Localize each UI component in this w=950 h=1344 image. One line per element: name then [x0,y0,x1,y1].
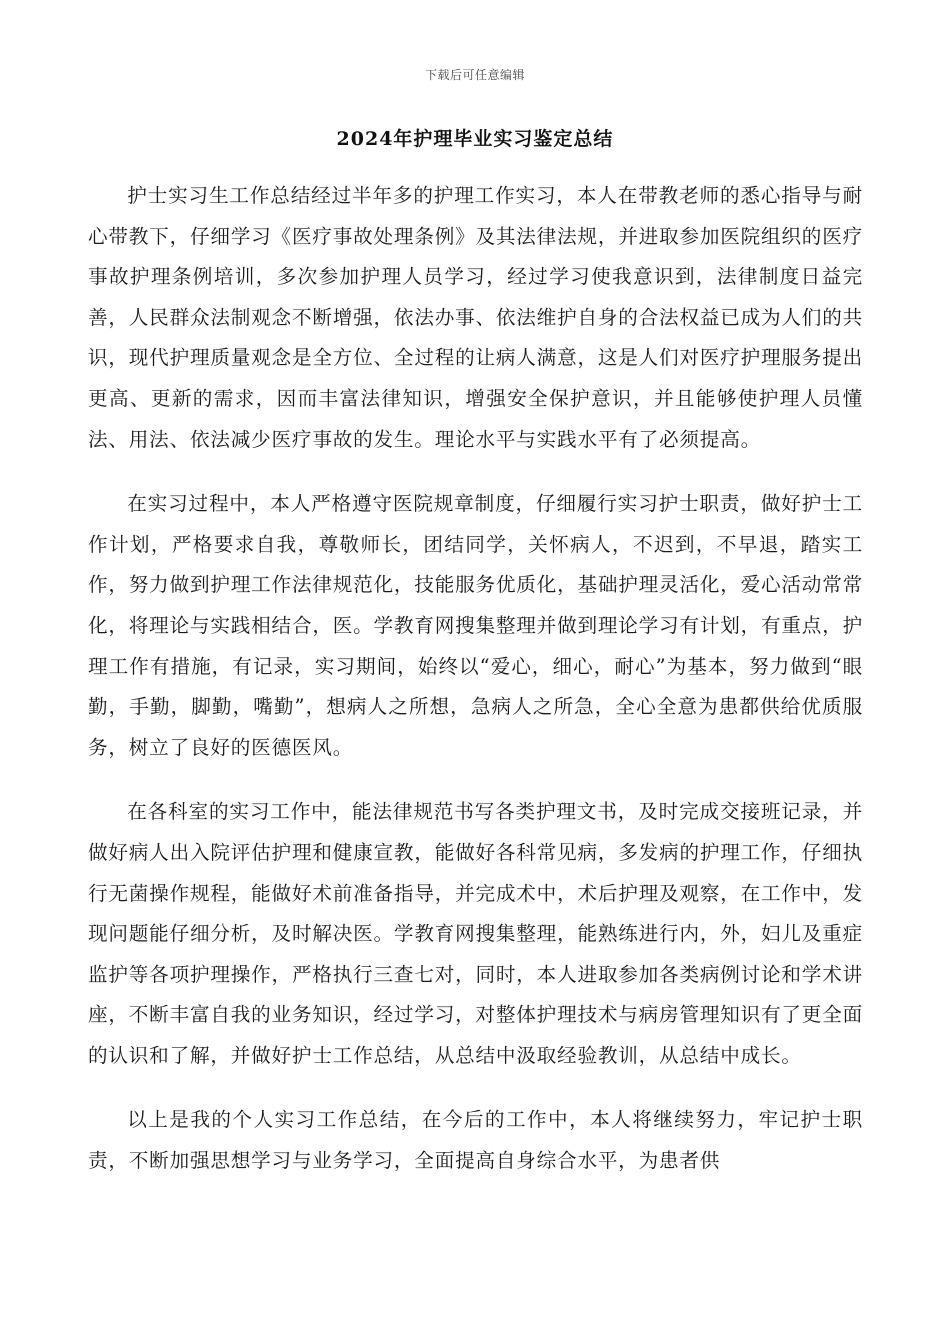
paragraph-3: 在各科室的实习工作中，能法律规范书写各类护理文书，及时完成交接班记录，并做好病人出入院评估护理和健康宣教，能做好各科常见病，多发病的护理工作，仔细执行无菌操作规程，能做好术前准备指导，并完成术中，术后护理及观察，在工作中，发现问题能仔细分析，及时解决医。学教育网搜集整理，能熟练进行内，外，妇儿及重症监护等各项护理操作，严格执行三查七对，同时，本人进取参加各类病例讨论和学术讲座，不断丰富自我的业务知识，经过学习，对整体护理技术与病房管理知识有了更全面的认识和了解，并做好护士工作总结，从总结中汲取经验教训，从总结中成长。 [88,800,863,1067]
paragraph-1: 护士实习生工作总结经过半年多的护理工作实习，本人在带教老师的悉心指导与耐心带教下，仔细学习《医疗事故处理条例》及其法律法规，并进取参加医院组织的医疗事故护理条例培训，多次参加护理人员学习，经过学习使我意识到，法律制度日益完善，人民群众法制观念不断增强，依法办事、依法维护自身的合法权益已成为人们的共识，现代护理质量观念是全方位、全过程的让病人满意，这是人们对医疗护理服务提出更高、更新的需求，因而丰富法律知识，增强安全保护意识，并且能够使护理人员懂法、用法、依法减少医疗事故的发生。理论水平与实践水平有了必须提高。 [88,184,863,451]
header-note: 下载后可任意编辑 [424,68,525,82]
paragraph-4: 以上是我的个人实习工作总结，在今后的工作中，本人将继续努力，牢记护士职责，不断加强思想学习与业务学习，全面提高自身综合水平，为患者供 [88,1108,863,1173]
paragraph-2: 在实习过程中，本人严格遵守医院规章制度，仔细履行实习护士职责，做好护士工作计划，严格要求自我，尊敬师长，团结同学，关怀病人，不迟到，不早退，踏实工作，努力做到护理工作法律规范化，技能服务优质化，基础护理灵活化，爱心活动常常化，将理论与实践相结合，医。学教育网搜集整理并做到理论学习有计划，有重点，护理工作有措施，有记录，实习期间，始终以“爱心，细心，耐心”为基本，努力做到“眼勤，手勤，脚勤，嘴勤”，想病人之所想，急病人之所急，全心全意为患都供给优质服务，树立了良好的医德医风。 [88,492,863,759]
document-title: 2024年护理毕业实习鉴定总结 [336,128,614,150]
document-body [88,176,863,1206]
